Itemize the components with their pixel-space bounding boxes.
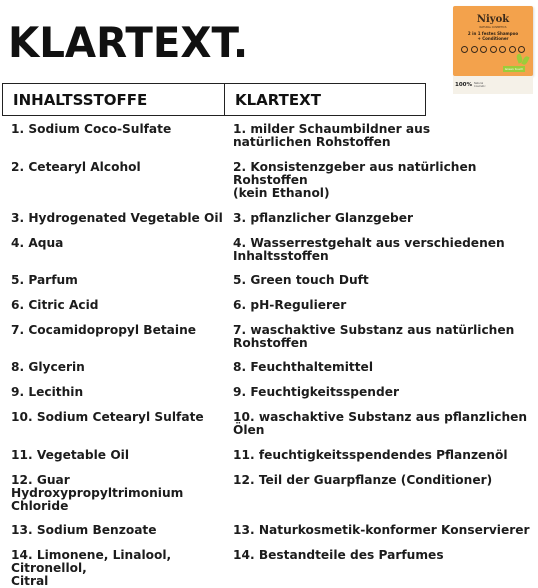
explanation-cell: 9. Feuchtigkeitsspender <box>233 385 399 399</box>
explanation-cell: 7. waschaktive Substanz aus natürlichen Rohstoffen <box>233 323 515 350</box>
product-icons <box>461 46 525 53</box>
ingredient-cell: 5. Parfum <box>11 273 78 287</box>
product-tag: Green touch <box>504 67 524 71</box>
table-row <box>0 474 538 513</box>
ingredient-list <box>0 123 538 588</box>
product-subtitle: NATURAL COSMETICS <box>479 26 507 29</box>
ingredient-cell: 6. Citric Acid <box>11 298 99 312</box>
circle-icon <box>480 46 487 53</box>
ingredient-cell: 4. Aqua <box>11 236 64 250</box>
table-row <box>0 299 538 312</box>
explanation-cell: 12. Teil der Guarpflanze (Conditioner) <box>233 473 493 487</box>
ingredient-cell: 9. Lecithin <box>11 385 84 399</box>
page-title: KLARTEXT. <box>8 18 249 67</box>
circle-icon <box>490 46 497 53</box>
product-percent: 100% <box>455 82 472 88</box>
table-row <box>0 161 538 200</box>
table-row <box>0 324 538 350</box>
product-box-bottom <box>453 76 533 94</box>
product-box <box>453 6 533 76</box>
table-row <box>0 123 538 149</box>
product-name-line1: 2 in 1 festes Shampoo <box>467 31 519 36</box>
ingredient-cell: 14. Limonene, Linalool, Citronellol, Citral <box>11 548 172 588</box>
table-row <box>0 549 538 588</box>
product-brand: Niyok <box>476 14 510 25</box>
ingredient-cell: 12. Guar Hydroxypropyltrimonium Chloride <box>11 473 184 513</box>
product-name-line2: + Conditioner <box>477 36 509 41</box>
table-header <box>2 83 426 116</box>
ingredient-cell: 10. Sodium Cetearyl Sulfate <box>11 410 204 424</box>
ingredient-cell: 11. Vegetable Oil <box>11 448 130 462</box>
circle-icon <box>518 46 525 53</box>
table-row <box>0 237 538 263</box>
explanation-cell: 8. Feuchthaltemittel <box>233 360 373 374</box>
explanation-cell: 14. Bestandteile des Parfumes <box>233 548 444 562</box>
explanation-cell: 1. milder Schaumbildner aus natürlichen Rohstoffen <box>233 122 431 149</box>
ingredient-cell: 3. Hydrogenated Vegetable Oil <box>11 211 223 225</box>
circle-icon <box>499 46 506 53</box>
header-ingredients: INHALTSSTOFFE <box>13 91 148 109</box>
explanation-cell: 11. feuchtigkeitsspendendes Pflanzenöl <box>233 448 508 462</box>
circle-icon <box>471 46 478 53</box>
explanation-cell: 3. pflanzlicher Glanzgeber <box>233 211 414 225</box>
ingredient-cell: 13. Sodium Benzoate <box>11 523 157 537</box>
table-row <box>0 212 538 225</box>
explanation-cell: 5. Green touch Duft <box>233 273 369 287</box>
product-image <box>449 0 538 98</box>
explanation-cell: 2. Konsistenzgeber aus natürlichen Rohstoffen (kein Ethanol) <box>233 160 477 200</box>
table-row <box>0 524 538 537</box>
product-percent-note: Natural Cosmetic <box>474 82 486 88</box>
explanation-cell: 6. pH-Regulierer <box>233 298 347 312</box>
explanation-cell: 10. waschaktive Substanz aus pflanzlichen Ölen <box>233 410 528 437</box>
circle-icon <box>509 46 516 53</box>
table-row <box>0 274 538 287</box>
explanation-cell: 4. Wasserrestgehalt aus verschiedenen Inhaltsstoffen <box>233 236 505 263</box>
header-explanation: KLARTEXT <box>235 91 321 109</box>
ingredient-cell: 8. Glycerin <box>11 360 85 374</box>
leaf-icon <box>521 55 529 65</box>
header-divider <box>224 84 225 115</box>
explanation-cell: 13. Naturkosmetik-konformer Konservierer <box>233 523 530 537</box>
ingredient-cell: 7. Cocamidopropyl Betaine <box>11 323 197 337</box>
table-row <box>0 411 538 437</box>
ingredient-cell: 1. Sodium Coco-Sulfate <box>11 122 172 136</box>
ingredient-cell: 2. Cetearyl Alcohol <box>11 160 141 174</box>
table-row <box>0 386 538 399</box>
product-name <box>453 31 533 41</box>
table-row <box>0 449 538 462</box>
circle-icon <box>461 46 468 53</box>
table-row <box>0 361 538 374</box>
